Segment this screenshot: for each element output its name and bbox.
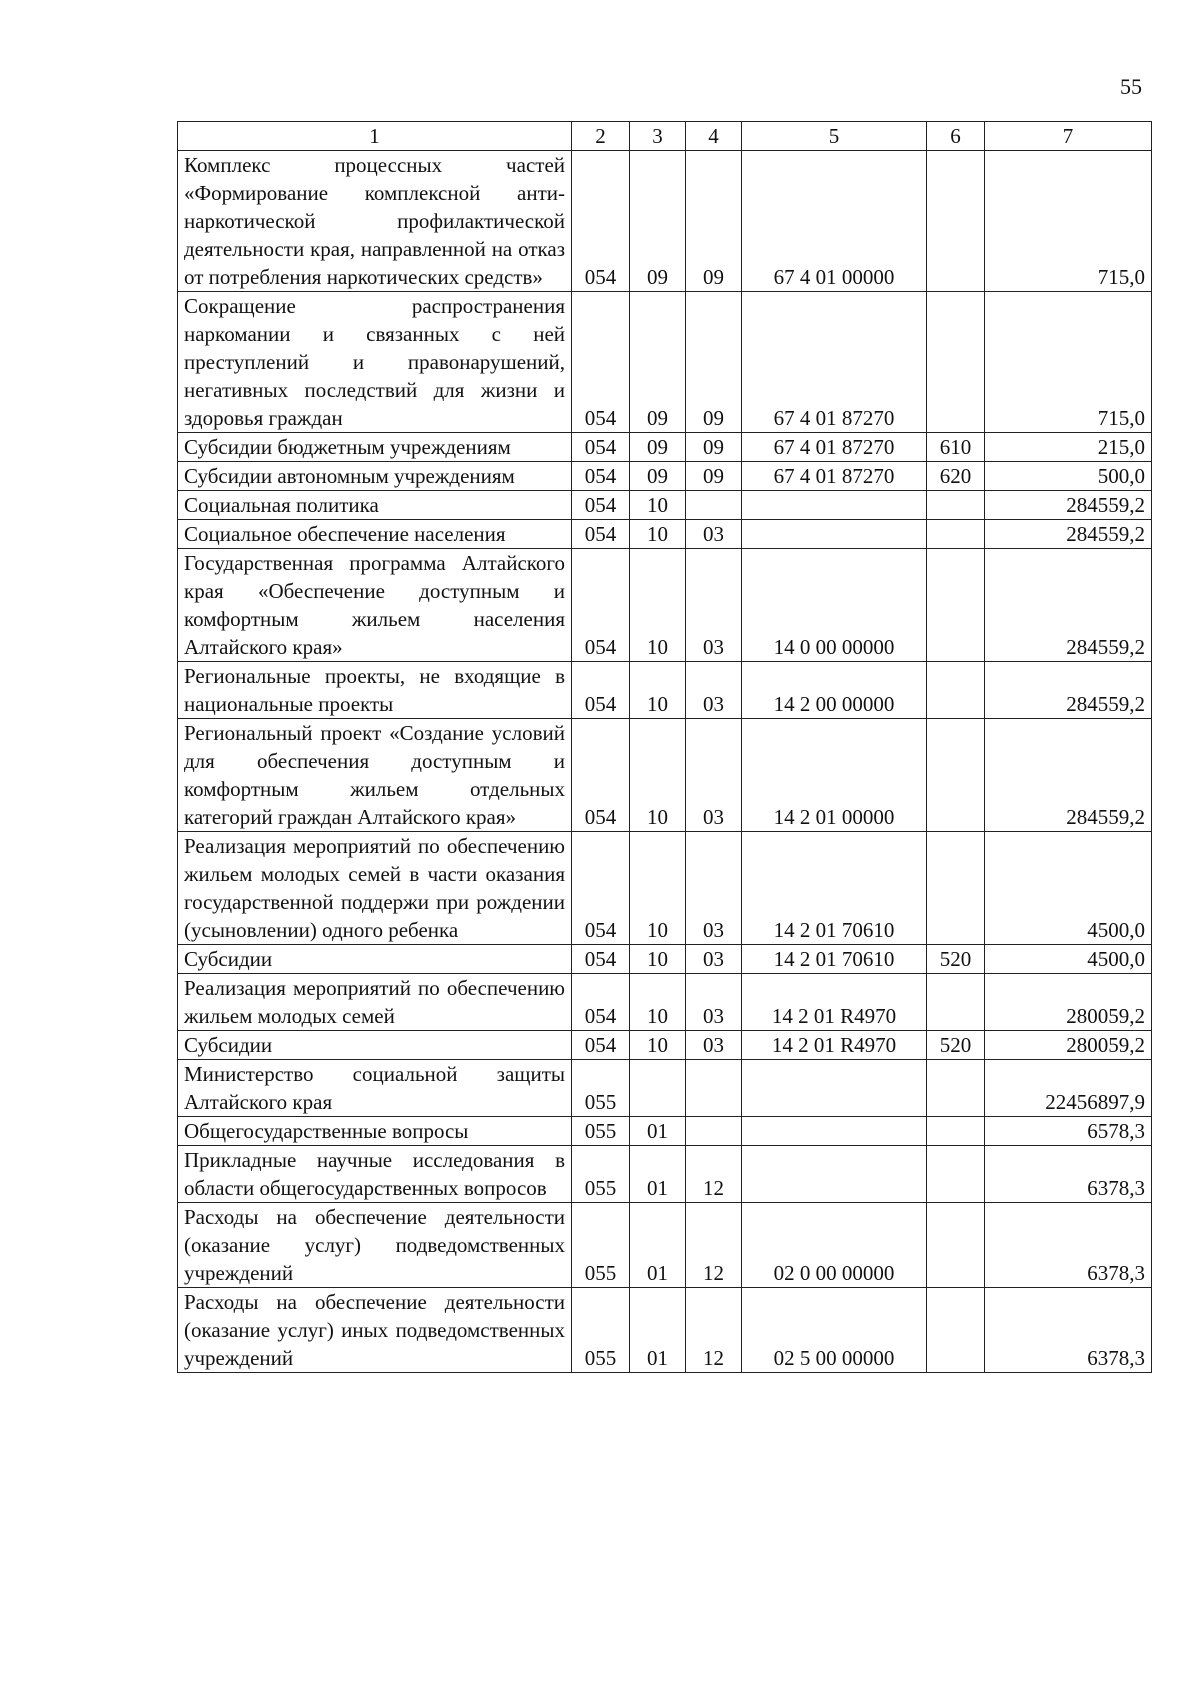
- code-gr-cell: 055: [572, 1060, 630, 1117]
- code-rz-cell: 01: [630, 1146, 686, 1203]
- table-row: [178, 151, 1152, 292]
- column-header: 7: [985, 122, 1152, 151]
- code-pr-cell: 03: [686, 662, 742, 719]
- code-rz-cell: 10: [630, 719, 686, 832]
- code-gr-cell: 055: [572, 1203, 630, 1288]
- code-gr-cell: 054: [572, 433, 630, 462]
- code-pr-cell: 03: [686, 520, 742, 549]
- row-name-cell: Сокращение распространения наркомании и связанных с ней преступлений и правонарушений, негативных последствий для жизни и здоровья граждан: [178, 292, 572, 433]
- code-gr-cell: 054: [572, 945, 630, 974]
- code-csr-cell: 14 0 00 00000: [742, 549, 927, 662]
- code-rz-cell: 09: [630, 292, 686, 433]
- row-name-cell: Реализация мероприятий по обеспечению жильем молодых семей: [178, 974, 572, 1031]
- column-header: 6: [927, 122, 985, 151]
- code-csr-cell: 14 2 01 R4970: [742, 1031, 927, 1060]
- table-row: [178, 1031, 1152, 1060]
- code-vr-cell: [927, 520, 985, 549]
- code-pr-cell: 09: [686, 433, 742, 462]
- code-rz-cell: 10: [630, 491, 686, 520]
- header-row: [178, 122, 1152, 151]
- column-header: 4: [686, 122, 742, 151]
- code-gr-cell: 054: [572, 1031, 630, 1060]
- code-rz-cell: 10: [630, 974, 686, 1031]
- amount-cell: 6378,3: [985, 1203, 1152, 1288]
- budget-table: [177, 121, 1152, 1373]
- code-rz-cell: 09: [630, 462, 686, 491]
- code-vr-cell: [927, 662, 985, 719]
- amount-cell: 284559,2: [985, 520, 1152, 549]
- amount-cell: 715,0: [985, 151, 1152, 292]
- code-csr-cell: 14 2 01 R4970: [742, 974, 927, 1031]
- code-vr-cell: [927, 1117, 985, 1146]
- code-csr-cell: 14 2 01 00000: [742, 719, 927, 832]
- column-header: 5: [742, 122, 927, 151]
- amount-cell: 715,0: [985, 292, 1152, 433]
- code-csr-cell: 67 4 01 87270: [742, 433, 927, 462]
- code-pr-cell: [686, 491, 742, 520]
- code-pr-cell: [686, 1060, 742, 1117]
- code-vr-cell: [927, 1203, 985, 1288]
- row-name-cell: Субсидии автономным учреждениям: [178, 462, 572, 491]
- amount-cell: 280059,2: [985, 974, 1152, 1031]
- code-vr-cell: 520: [927, 945, 985, 974]
- code-csr-cell: 67 4 01 00000: [742, 151, 927, 292]
- code-gr-cell: 054: [572, 974, 630, 1031]
- code-rz-cell: 01: [630, 1288, 686, 1373]
- column-header: 3: [630, 122, 686, 151]
- code-rz-cell: [630, 1060, 686, 1117]
- code-rz-cell: 09: [630, 151, 686, 292]
- code-gr-cell: 055: [572, 1288, 630, 1373]
- amount-cell: 6378,3: [985, 1146, 1152, 1203]
- code-csr-cell: [742, 491, 927, 520]
- row-name-cell: Общегосударственные вопросы: [178, 1117, 572, 1146]
- row-name-cell: Субсидии: [178, 1031, 572, 1060]
- code-vr-cell: [927, 832, 985, 945]
- row-name-cell: Министерство социальной защиты Алтайского края: [178, 1060, 572, 1117]
- amount-cell: 22456897,9: [985, 1060, 1152, 1117]
- code-csr-cell: 14 2 01 70610: [742, 945, 927, 974]
- code-csr-cell: [742, 1060, 927, 1117]
- code-gr-cell: 054: [572, 719, 630, 832]
- row-name-cell: Реализация мероприятий по обеспечению жильем молодых семей в части оказания государственной поддержи при рождении (усыновлении) одного ребенка: [178, 832, 572, 945]
- row-name-cell: Региональный проект «Создание условий для обеспечения доступным и комфортным жильем отдельных категорий граждан Алтайского края»: [178, 719, 572, 832]
- code-rz-cell: 01: [630, 1203, 686, 1288]
- table-row: [178, 292, 1152, 433]
- code-pr-cell: 12: [686, 1288, 742, 1373]
- table-row: [178, 491, 1152, 520]
- code-gr-cell: 054: [572, 292, 630, 433]
- code-csr-cell: 02 5 00 00000: [742, 1288, 927, 1373]
- amount-cell: 4500,0: [985, 832, 1152, 945]
- table-row: [178, 662, 1152, 719]
- code-vr-cell: [927, 549, 985, 662]
- code-vr-cell: 520: [927, 1031, 985, 1060]
- code-gr-cell: 054: [572, 662, 630, 719]
- table-row: [178, 1117, 1152, 1146]
- code-rz-cell: 09: [630, 433, 686, 462]
- code-rz-cell: 10: [630, 832, 686, 945]
- row-name-cell: Расходы на обеспечение деятельности (оказание услуг) иных подведомственных учреждений: [178, 1288, 572, 1373]
- table-row: [178, 462, 1152, 491]
- table-row: [178, 974, 1152, 1031]
- table-row: [178, 719, 1152, 832]
- row-name-cell: Субсидии: [178, 945, 572, 974]
- code-csr-cell: [742, 1117, 927, 1146]
- row-name-cell: Государственная программа Алтайского края «Обеспечение доступным и комфортным жильем населения Алтайского края»: [178, 549, 572, 662]
- code-pr-cell: 03: [686, 1031, 742, 1060]
- code-rz-cell: 10: [630, 549, 686, 662]
- page-number: 55: [1120, 74, 1142, 99]
- row-name-cell: Комплекс процессных частей «Формирование комплексной анти-наркотической профилактической деятельности края, направленной на отказ от потребления наркотических средств»: [178, 151, 572, 292]
- table-row: [178, 945, 1152, 974]
- code-vr-cell: 620: [927, 462, 985, 491]
- code-csr-cell: 67 4 01 87270: [742, 292, 927, 433]
- code-vr-cell: [927, 151, 985, 292]
- amount-cell: 284559,2: [985, 719, 1152, 832]
- code-pr-cell: 12: [686, 1146, 742, 1203]
- code-vr-cell: [927, 719, 985, 832]
- code-vr-cell: [927, 292, 985, 433]
- code-rz-cell: 10: [630, 945, 686, 974]
- row-name-cell: Прикладные научные исследования в области общегосударственных вопросов: [178, 1146, 572, 1203]
- row-name-cell: Расходы на обеспечение деятельности (оказание услуг) подведомственных учреждений: [178, 1203, 572, 1288]
- code-gr-cell: 054: [572, 832, 630, 945]
- code-vr-cell: [927, 1288, 985, 1373]
- code-pr-cell: [686, 1117, 742, 1146]
- code-rz-cell: 10: [630, 662, 686, 719]
- code-pr-cell: 09: [686, 151, 742, 292]
- table-row: [178, 1146, 1152, 1203]
- code-vr-cell: [927, 1146, 985, 1203]
- row-name-cell: Социальная политика: [178, 491, 572, 520]
- table-row: [178, 520, 1152, 549]
- amount-cell: 215,0: [985, 433, 1152, 462]
- code-gr-cell: 054: [572, 549, 630, 662]
- code-gr-cell: 054: [572, 462, 630, 491]
- code-vr-cell: [927, 491, 985, 520]
- code-csr-cell: 14 2 01 70610: [742, 832, 927, 945]
- amount-cell: 6578,3: [985, 1117, 1152, 1146]
- code-gr-cell: 055: [572, 1146, 630, 1203]
- column-header: 1: [178, 122, 572, 151]
- code-rz-cell: 10: [630, 520, 686, 549]
- amount-cell: 4500,0: [985, 945, 1152, 974]
- code-gr-cell: 055: [572, 1117, 630, 1146]
- code-gr-cell: 054: [572, 151, 630, 292]
- code-vr-cell: [927, 974, 985, 1031]
- code-pr-cell: 03: [686, 832, 742, 945]
- row-name-cell: Региональные проекты, не входящие в национальные проекты: [178, 662, 572, 719]
- table-row: [178, 832, 1152, 945]
- code-pr-cell: 03: [686, 974, 742, 1031]
- code-pr-cell: 03: [686, 945, 742, 974]
- row-name-cell: Субсидии бюджетным учреждениям: [178, 433, 572, 462]
- code-pr-cell: 03: [686, 549, 742, 662]
- code-csr-cell: 02 0 00 00000: [742, 1203, 927, 1288]
- amount-cell: 6378,3: [985, 1288, 1152, 1373]
- code-vr-cell: [927, 1060, 985, 1117]
- code-pr-cell: 09: [686, 292, 742, 433]
- code-csr-cell: [742, 520, 927, 549]
- code-vr-cell: 610: [927, 433, 985, 462]
- table-row: [178, 549, 1152, 662]
- amount-cell: 284559,2: [985, 662, 1152, 719]
- table-row: [178, 1060, 1152, 1117]
- amount-cell: 280059,2: [985, 1031, 1152, 1060]
- amount-cell: 284559,2: [985, 491, 1152, 520]
- code-pr-cell: 03: [686, 719, 742, 832]
- row-name-cell: Социальное обеспечение населения: [178, 520, 572, 549]
- code-csr-cell: [742, 1146, 927, 1203]
- amount-cell: 284559,2: [985, 549, 1152, 662]
- table-row: [178, 1288, 1152, 1373]
- code-csr-cell: 67 4 01 87270: [742, 462, 927, 491]
- code-csr-cell: 14 2 00 00000: [742, 662, 927, 719]
- code-rz-cell: 01: [630, 1117, 686, 1146]
- table-row: [178, 1203, 1152, 1288]
- code-rz-cell: 10: [630, 1031, 686, 1060]
- code-gr-cell: 054: [572, 520, 630, 549]
- amount-cell: 500,0: [985, 462, 1152, 491]
- code-pr-cell: 12: [686, 1203, 742, 1288]
- code-pr-cell: 09: [686, 462, 742, 491]
- column-header: 2: [572, 122, 630, 151]
- code-gr-cell: 054: [572, 491, 630, 520]
- table-row: [178, 433, 1152, 462]
